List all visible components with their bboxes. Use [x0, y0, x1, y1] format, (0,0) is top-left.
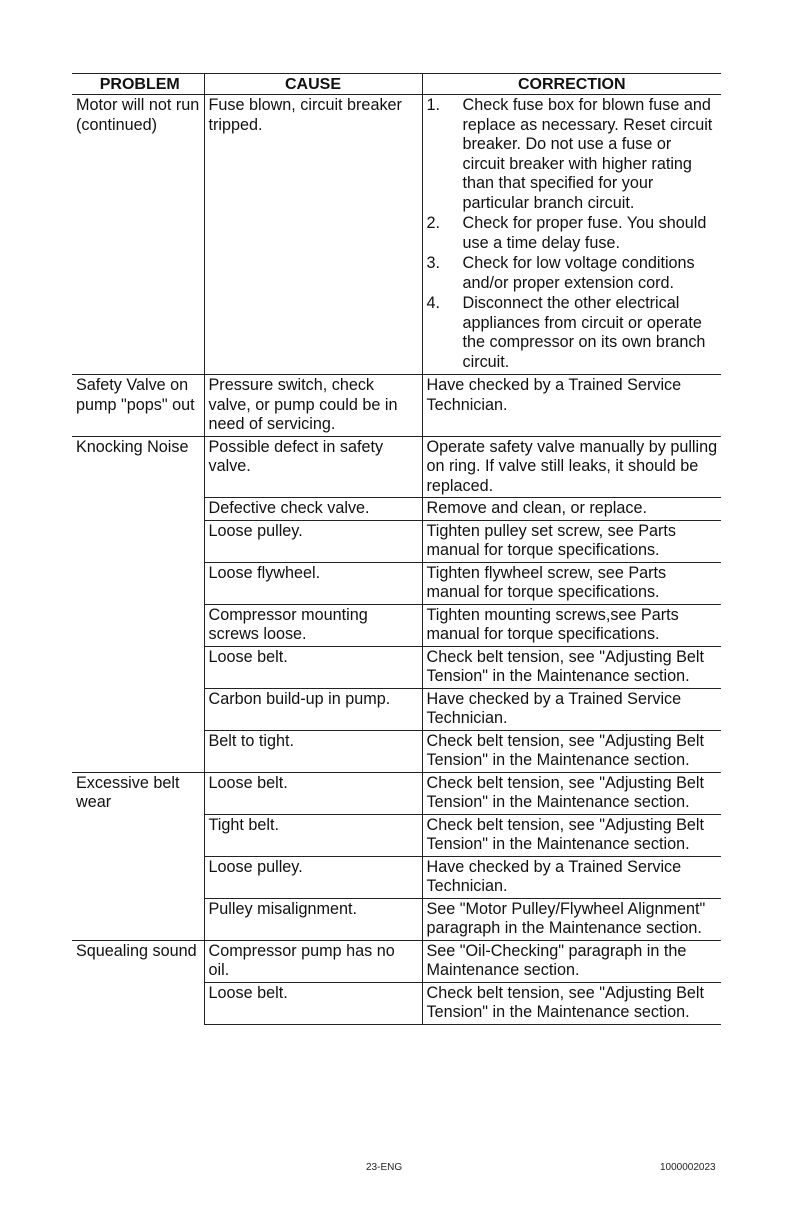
step-text: Check for low voltage conditions and/or proper extension cord.	[462, 254, 695, 292]
troubleshooting-table	[72, 73, 721, 1025]
correction-cell: Check belt tension, see "Adjusting Belt Tension" in the Maintenance section.	[422, 730, 721, 772]
correction-step	[427, 214, 719, 253]
correction-cell: See "Motor Pulley/Flywheel Alignment" paragraph in the Maintenance section.	[422, 898, 721, 940]
page-number: 23-ENG	[366, 1162, 403, 1173]
header-correction: CORRECTION	[422, 74, 721, 95]
problem-cell: Excessive belt wear	[72, 772, 204, 940]
problem-cell: Safety Valve on pump "pops" out	[72, 375, 204, 437]
correction-cell	[422, 95, 721, 375]
cause-cell: Loose pulley.	[204, 856, 422, 898]
table-row	[72, 436, 721, 498]
problem-cell: Knocking Noise	[72, 436, 204, 772]
table-row	[72, 95, 721, 375]
cause-cell: Loose flywheel.	[204, 562, 422, 604]
table-row	[72, 772, 721, 814]
table-row	[72, 940, 721, 982]
correction-cell: Operate safety valve manually by pulling on ring. If valve still leaks, it should be replaced.	[422, 436, 721, 498]
correction-cell: Check belt tension, see "Adjusting Belt Tension" in the Maintenance section.	[422, 646, 721, 688]
cause-cell: Compressor pump has no oil.	[204, 940, 422, 982]
correction-cell: Check belt tension, see "Adjusting Belt Tension" in the Maintenance section.	[422, 772, 721, 814]
correction-cell: Remove and clean, or replace.	[422, 498, 721, 521]
cause-cell: Defective check valve.	[204, 498, 422, 521]
step-number: 3.	[426, 254, 441, 272]
cause-cell: Tight belt.	[204, 814, 422, 856]
cause-cell: Pulley misalignment.	[204, 898, 422, 940]
cause-cell: Pressure switch, check valve, or pump could be in need of servicing.	[204, 375, 422, 437]
cause-cell: Loose belt.	[204, 982, 422, 1024]
cause-cell: Belt to tight.	[204, 730, 422, 772]
correction-cell: Have checked by a Trained Service Technician.	[422, 688, 721, 730]
correction-step	[427, 294, 719, 372]
cause-cell: Carbon build-up in pump.	[204, 688, 422, 730]
problem-cell: Squealing sound	[72, 940, 204, 1024]
step-text: Disconnect the other electrical appliances from circuit or operate the compressor on its own branch circuit.	[462, 294, 706, 371]
header-cause: CAUSE	[204, 74, 422, 95]
cause-cell: Loose pulley.	[204, 520, 422, 562]
correction-cell: Have checked by a Trained Service Technician.	[422, 375, 721, 437]
correction-cell: Tighten flywheel screw, see Parts manual for torque specifications.	[422, 562, 721, 604]
cause-cell: Fuse blown, circuit breaker tripped.	[204, 95, 422, 375]
document-number: 1000002023	[660, 1162, 716, 1173]
header-row	[72, 74, 721, 95]
header-problem: PROBLEM	[72, 74, 204, 95]
correction-cell: Check belt tension, see "Adjusting Belt Tension" in the Maintenance section.	[422, 814, 721, 856]
step-number: 1.	[426, 96, 441, 114]
table-body	[72, 95, 721, 1025]
cause-cell: Possible defect in safety valve.	[204, 436, 422, 498]
step-text: Check fuse box for blown fuse and replace as necessary. Reset circuit breaker. Do not use a fuse or circuit breaker with higher rating than that specified for your particular branch circuit.	[462, 96, 713, 212]
problem-cell: Motor will not run (continued)	[72, 95, 204, 375]
correction-step	[427, 254, 719, 293]
cause-cell: Compressor mounting screws loose.	[204, 604, 422, 646]
correction-cell: Check belt tension, see "Adjusting Belt Tension" in the Maintenance section.	[422, 982, 721, 1024]
cause-cell: Loose belt.	[204, 646, 422, 688]
correction-cell: Tighten pulley set screw, see Parts manual for torque specifications.	[422, 520, 721, 562]
correction-step	[427, 96, 719, 213]
correction-cell: See "Oil-Checking" paragraph in the Maintenance section.	[422, 940, 721, 982]
correction-cell: Have checked by a Trained Service Technician.	[422, 856, 721, 898]
cause-cell: Loose belt.	[204, 772, 422, 814]
correction-cell: Tighten mounting screws,see Parts manual for torque specifications.	[422, 604, 721, 646]
correction-steps-list	[427, 96, 719, 372]
step-number: 4.	[426, 294, 441, 312]
step-text: Check for proper fuse. You should use a time delay fuse.	[462, 214, 707, 252]
table-row	[72, 375, 721, 437]
step-number: 2.	[426, 214, 441, 232]
